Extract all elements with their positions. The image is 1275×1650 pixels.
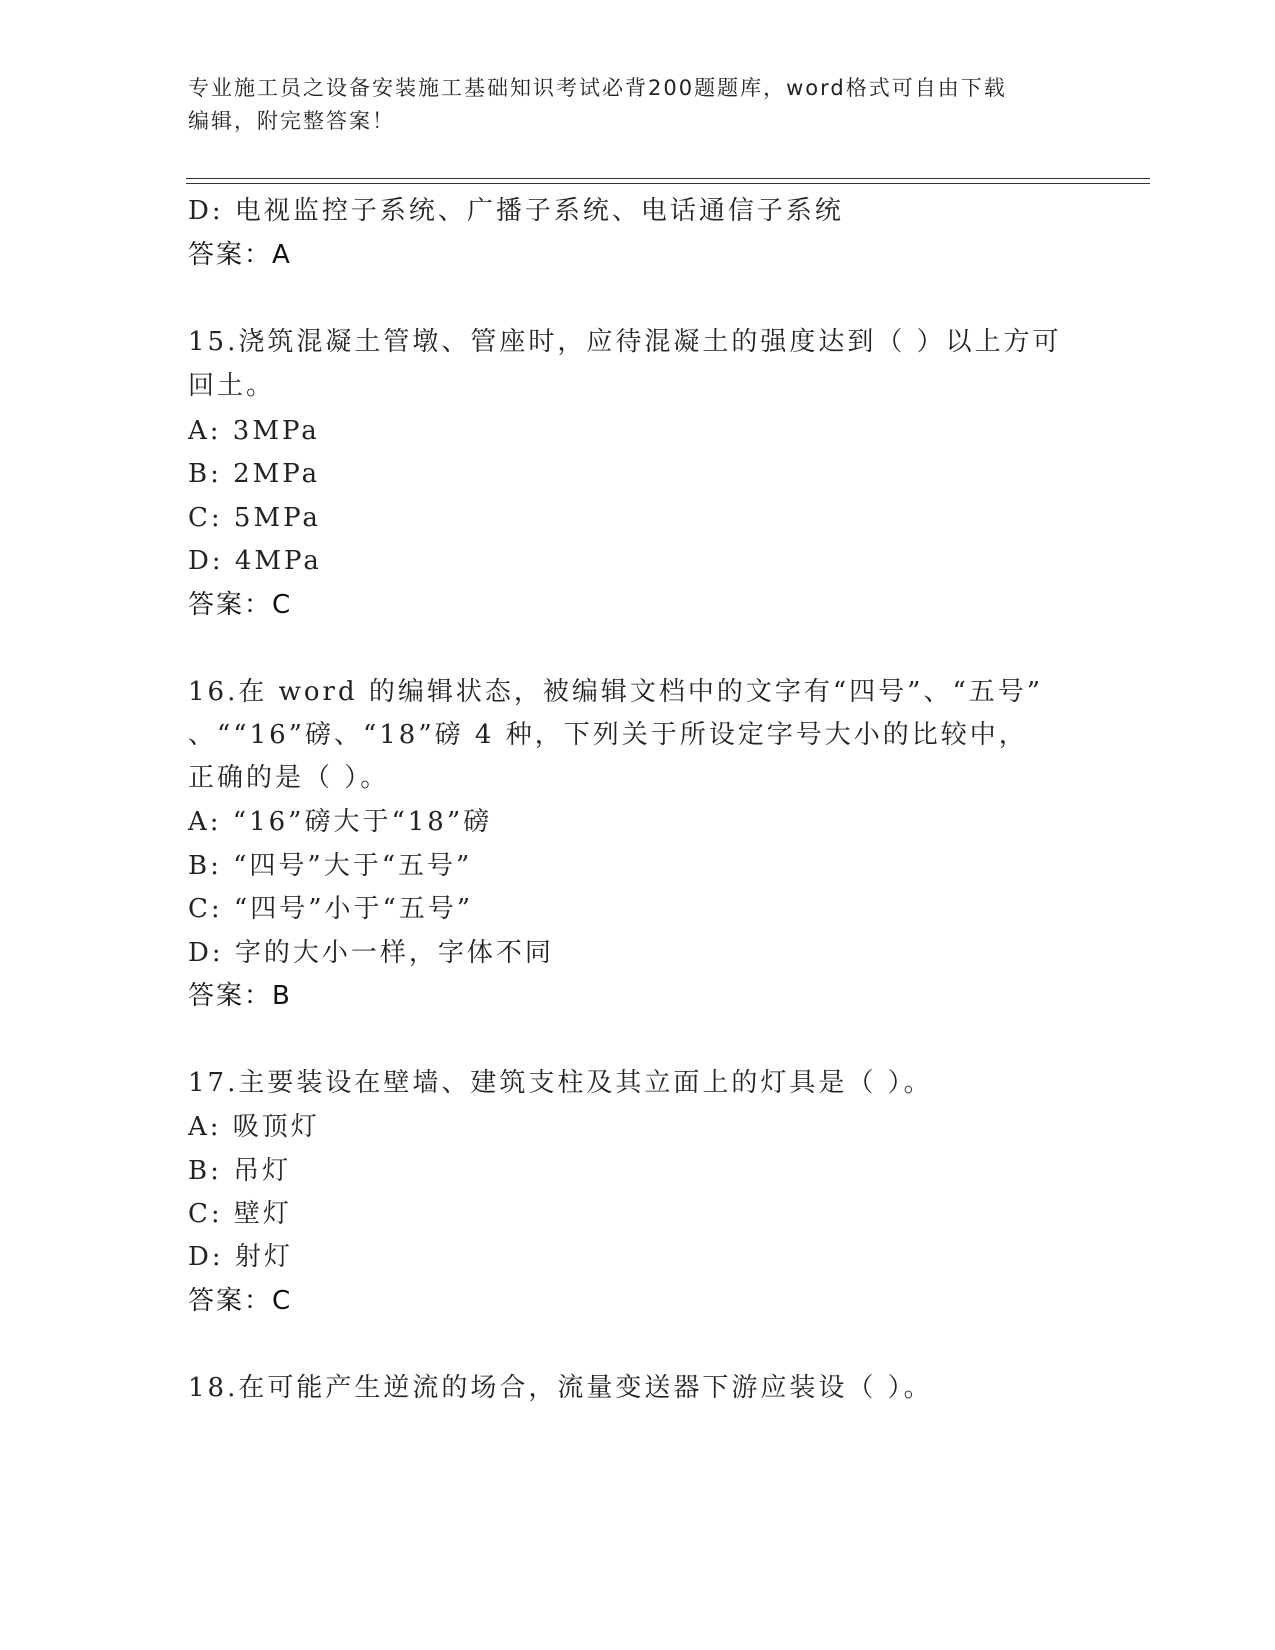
page-header	[188, 72, 1088, 138]
q17-option-b: B: 吊灯	[188, 1156, 292, 1186]
header-line-1: 专业施工员之设备安装施工基础知识考试必背200题题库，word格式可自由下载	[188, 76, 1007, 100]
q15-answer: 答案：C	[188, 590, 293, 620]
q15-stem-line-1: 15.浇筑混凝土管墩、管座时，应待混凝土的强度达到（ ）以上方可	[188, 327, 1062, 357]
q16-option-c: C: “四号”小于“五号”	[188, 894, 474, 924]
q16-option-b: B: “四号”大于“五号”	[188, 851, 473, 881]
q18-stem-line-1: 18.在可能产生逆流的场合，流量变送器下游应装设（ ）。	[188, 1373, 933, 1403]
q16-option-a: A: “16”磅大于“18”磅	[188, 807, 493, 837]
q16-option-d: D: 字的大小一样，字体不同	[188, 938, 554, 968]
q15-stem-line-2: 回土。	[188, 371, 276, 401]
q15-option-d: D: 4MPa	[188, 546, 322, 576]
prev-answer: 答案：A	[188, 240, 292, 270]
q17-answer: 答案：C	[188, 1286, 293, 1316]
q17-stem-line-1: 17.主要装设在壁墙、建筑支柱及其立面上的灯具是（ ）。	[188, 1068, 933, 1098]
q15-option-b: B: 2MPa	[188, 459, 321, 489]
q15-option-c: C: 5MPa	[188, 503, 321, 533]
q17-option-a: A: 吸顶灯	[188, 1112, 320, 1142]
q16-answer: 答案：B	[188, 981, 292, 1011]
q16-stem-line-3: 正确的是（ ）。	[188, 763, 390, 793]
prev-option-d: D: 电视监控子系统、广播子系统、电话通信子系统	[188, 196, 844, 226]
q15-option-a: A: 3MPa	[188, 416, 320, 446]
header-line-2: 编辑，附完整答案！	[188, 109, 395, 133]
q17-option-d: D: 射灯	[188, 1242, 293, 1272]
header-rule-top	[186, 178, 1150, 179]
q16-stem-line-1: 16.在 word 的编辑状态，被编辑文档中的文字有“四号”、“五号”	[188, 677, 1044, 707]
q16-stem-line-2: 、““16”磅、“18”磅 4 种，下列关于所设定字号大小的比较中，	[188, 720, 1028, 750]
header-rule-bottom	[186, 183, 1150, 184]
q17-option-c: C: 壁灯	[188, 1199, 292, 1229]
